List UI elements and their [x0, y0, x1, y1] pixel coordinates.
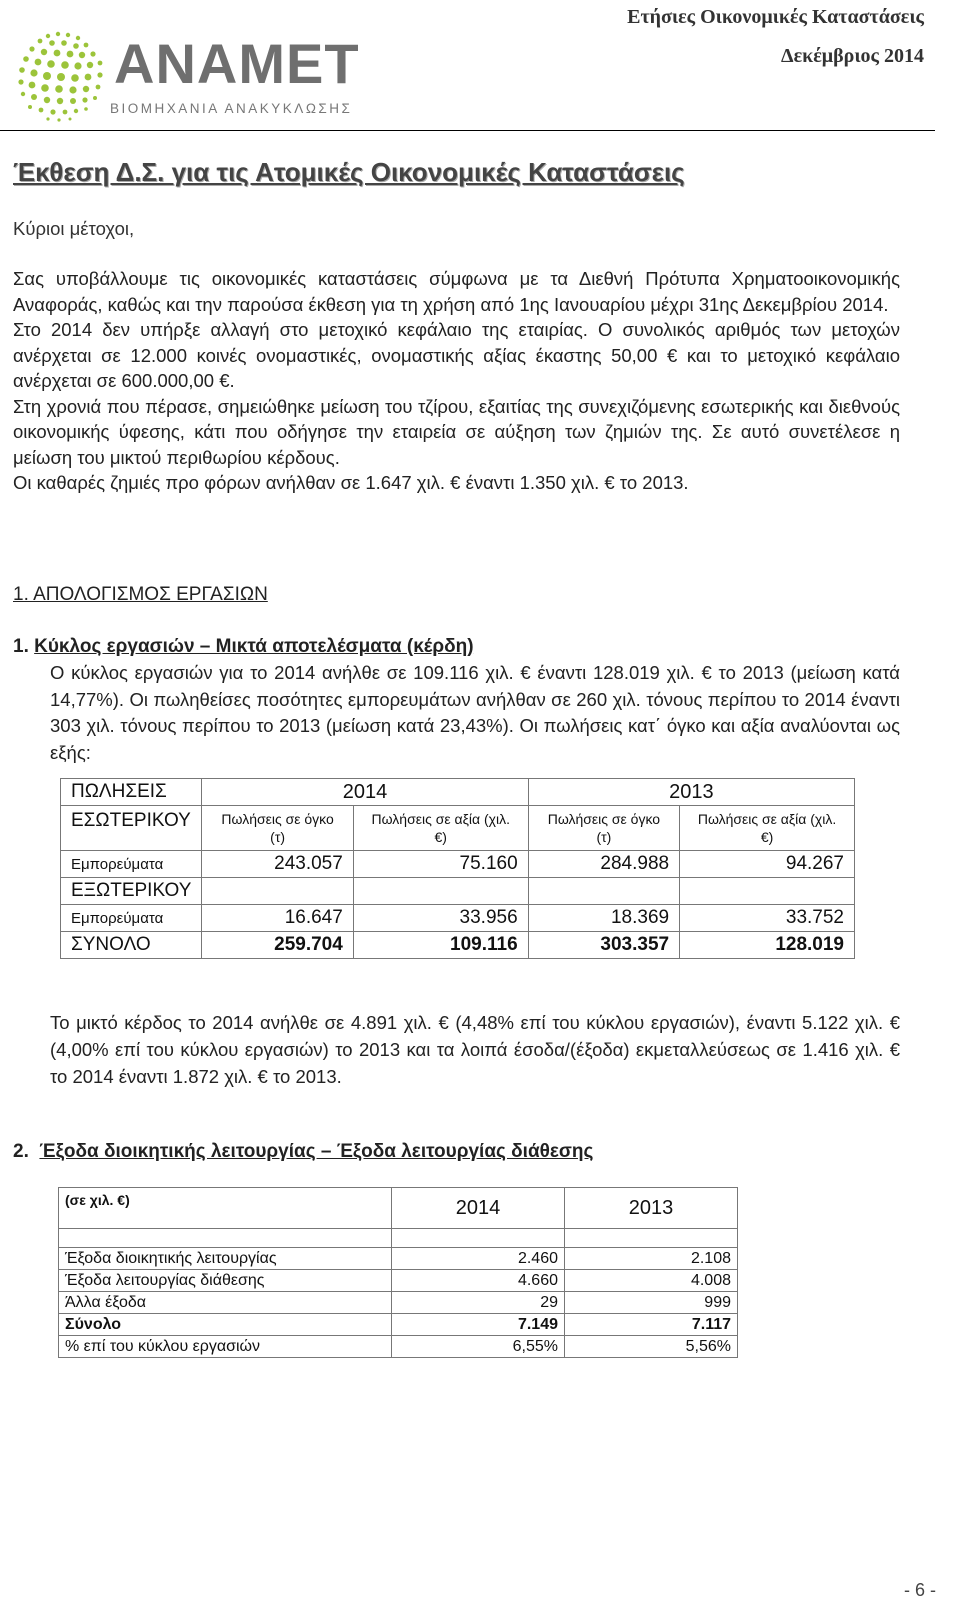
- page-title: Έκθεση Δ.Σ. για τις Ατομικές Οικονομικές Καταστάσεις: [13, 157, 685, 187]
- table-row: [59, 1270, 738, 1292]
- sales-paragraph: Ο κύκλος εργασιών για το 2014 ανήλθε σε 109.116 χιλ. € έναντι 128.019 χιλ. € το 2013 (μείωση κατά 14,77%). Οι πωληθείσες ποσότητες εμπορευμάτων ανήλθαν σε 260 χιλ. τόνους περίπου το 2014 έναντι 303 χιλ. τόνους περίπου το 2013 (μείωση κατά 23,43%). Οι πωλήσεις κατ΄ όγκο και αξία αναλύονται ως εξής:: [50, 662, 900, 763]
- intro-paragraph: Σας υποβάλλουμε τις οικονομικές καταστάσεις σύμφωνα με τα Διεθνή Πρότυπα Χρηματοοικονομικής Αναφοράς, καθώς και την παρούσα έκθεση για τη χρήση από 1ης Ιανουαρίου μέχρι 31ης Δεκεμβρίου 2014.: [13, 268, 900, 315]
- year-header: 2014: [202, 779, 528, 806]
- table-cell: [59, 1229, 392, 1248]
- table-row: [61, 932, 855, 959]
- table-cell: 243.057: [202, 851, 353, 878]
- year-header: 2014: [392, 1188, 565, 1229]
- expenses-table: [58, 1187, 738, 1358]
- section-heading: 1. ΑΠΟΛΟΓΙΣΜΟΣ ΕΡΓΑΣΙΩΝ: [13, 584, 268, 605]
- table-cell: 16.647: [202, 905, 353, 932]
- table-cell: 128.019: [680, 932, 855, 959]
- table-row: [59, 1314, 738, 1336]
- year-header: 2013: [528, 779, 854, 806]
- table-cell: ΕΞΩΤΕΡΙΚΟΥ: [61, 878, 202, 905]
- column-header: Πωλήσεις σε αξία (χιλ. €): [353, 806, 528, 851]
- document-date: Δεκέμβριος 2014: [781, 45, 924, 67]
- table-cell: 284.988: [528, 851, 679, 878]
- row-label: Εμπορεύματα: [61, 905, 202, 932]
- table-cell: 7.117: [565, 1314, 738, 1336]
- sales-table: [60, 778, 855, 959]
- table-cell: 33.956: [353, 905, 528, 932]
- row-label: Έξοδα λειτουργίας διάθεσης: [59, 1270, 392, 1292]
- table-row: [61, 779, 855, 806]
- company-logo: [10, 28, 380, 122]
- row-label: Σύνολο: [59, 1314, 392, 1336]
- document-title: Ετήσιες Οικονομικές Καταστάσεις: [627, 6, 924, 28]
- table-cell: 7.149: [392, 1314, 565, 1336]
- row-label: % επί του κύκλου εργασιών: [59, 1336, 392, 1358]
- logo-subtitle: ΒΙΟΜΗΧΑΝΙΑ ΑΝΑΚΥΚΛΩΣΗΣ: [110, 101, 353, 116]
- row-label: Έξοδα διοικητικής λειτουργίας: [59, 1248, 392, 1270]
- table-row: [61, 851, 855, 878]
- table-cell: 109.116: [353, 932, 528, 959]
- table-cell: 29: [392, 1292, 565, 1314]
- section-title: Έξοδα διοικητικής λειτουργίας – Έξοδα λειτουργίας διάθεσης: [39, 1141, 594, 1162]
- table-cell: 33.752: [680, 905, 855, 932]
- table-cell: 6,55%: [392, 1336, 565, 1358]
- table-row: [61, 905, 855, 932]
- table-cell: [680, 878, 855, 905]
- table-cell: 303.357: [528, 932, 679, 959]
- table-cell: [392, 1229, 565, 1248]
- table-cell: ΠΩΛΗΣΕΙΣ: [61, 779, 202, 806]
- page-number: - 6 -: [903, 1580, 936, 1600]
- subsection-title: Κύκλος εργασιών – Μικτά αποτελέσματα (κέρδη): [34, 636, 474, 657]
- table-row: [59, 1336, 738, 1358]
- table-cell: [565, 1229, 738, 1248]
- table-cell: 999: [565, 1292, 738, 1314]
- table-cell: 2.108: [565, 1248, 738, 1270]
- section-heading: [13, 1141, 593, 1163]
- table-cell: 18.369: [528, 905, 679, 932]
- row-label: Άλλα έξοδα: [59, 1292, 392, 1314]
- table-row: [59, 1188, 738, 1229]
- table-cell: 75.160: [353, 851, 528, 878]
- table-row: [61, 878, 855, 905]
- table-cell: 4.008: [565, 1270, 738, 1292]
- table-cell: 259.704: [202, 932, 353, 959]
- column-header: Πωλήσεις σε αξία (χιλ. €): [680, 806, 855, 851]
- intro-paragraph: Στο 2014 δεν υπήρξε αλλαγή στο μετοχικό κεφάλαιο της εταιρίας. Ο συνολικός αριθμός των μετοχών ανέρχεται σε 12.000 κοινές ονομαστικές, ονομαστικής αξίας έκαστης 50,00 € και το μετοχικό κεφάλαιο ανέρχεται σε 600.000,00 €.: [13, 319, 900, 391]
- table-cell: 4.660: [392, 1270, 565, 1292]
- intro-text: [13, 266, 900, 496]
- table-row: [59, 1248, 738, 1270]
- column-header: Πωλήσεις σε όγκο (τ): [528, 806, 679, 851]
- table-cell: ΕΣΩΤΕΡΙΚΟΥ: [61, 806, 202, 851]
- table-cell: [353, 878, 528, 905]
- column-header: Πωλήσεις σε όγκο (τ): [202, 806, 353, 851]
- table-cell: [202, 878, 353, 905]
- table-cell: 5,56%: [565, 1336, 738, 1358]
- table-row: [59, 1229, 738, 1248]
- table-cell: [528, 878, 679, 905]
- salutation: Κύριοι μέτοχοι,: [13, 218, 135, 239]
- logo-wordmark: ANAMET: [114, 32, 360, 95]
- subsection-number: 1.: [13, 636, 29, 657]
- section-number: 2.: [13, 1141, 29, 1162]
- header-divider: [0, 130, 935, 131]
- table-row: [61, 806, 855, 851]
- row-label: Εμπορεύματα: [61, 851, 202, 878]
- page-header: [0, 0, 960, 132]
- row-label: ΣΥΝΟΛΟ: [61, 932, 202, 959]
- year-header: 2013: [565, 1188, 738, 1229]
- subsection-heading: [13, 636, 474, 658]
- logo-sphere-icon: [10, 28, 110, 122]
- table-cell: 94.267: [680, 851, 855, 878]
- profit-paragraph: Το μικτό κέρδος το 2014 ανήλθε σε 4.891 χιλ. € (4,48% επί του κύκλου εργασιών), έναντι 5.122 χιλ. € (4,00% επί του κύκλου εργασιών) το 2013 και τα λοιπά έσοδα/(έξοδα) εκμεταλλεύσεως σε 1.416 χιλ. € το 2014 έναντι 1.872 χιλ. € το 2013.: [50, 1012, 900, 1087]
- intro-paragraph: Στη χρονιά που πέρασε, σημειώθηκε μείωση του τζίρου, εξαιτίας της συνεχιζόμενης εσωτερικής και διεθνούς οικονομικής ύφεσης, κάτι που οδήγησε την εταιρεία σε αύξηση των ζημιών της. Σε αυτό συνετέλεσε η μείωση του μικτού περιθωρίου κέρδους.: [13, 395, 900, 468]
- table-cell: 2.460: [392, 1248, 565, 1270]
- unit-label: (σε χιλ. €): [59, 1188, 392, 1229]
- intro-paragraph: Οι καθαρές ζημιές προ φόρων ανήλθαν σε 1.647 χιλ. € έναντι 1.350 χιλ. € το 2013.: [13, 472, 689, 493]
- table-row: [59, 1292, 738, 1314]
